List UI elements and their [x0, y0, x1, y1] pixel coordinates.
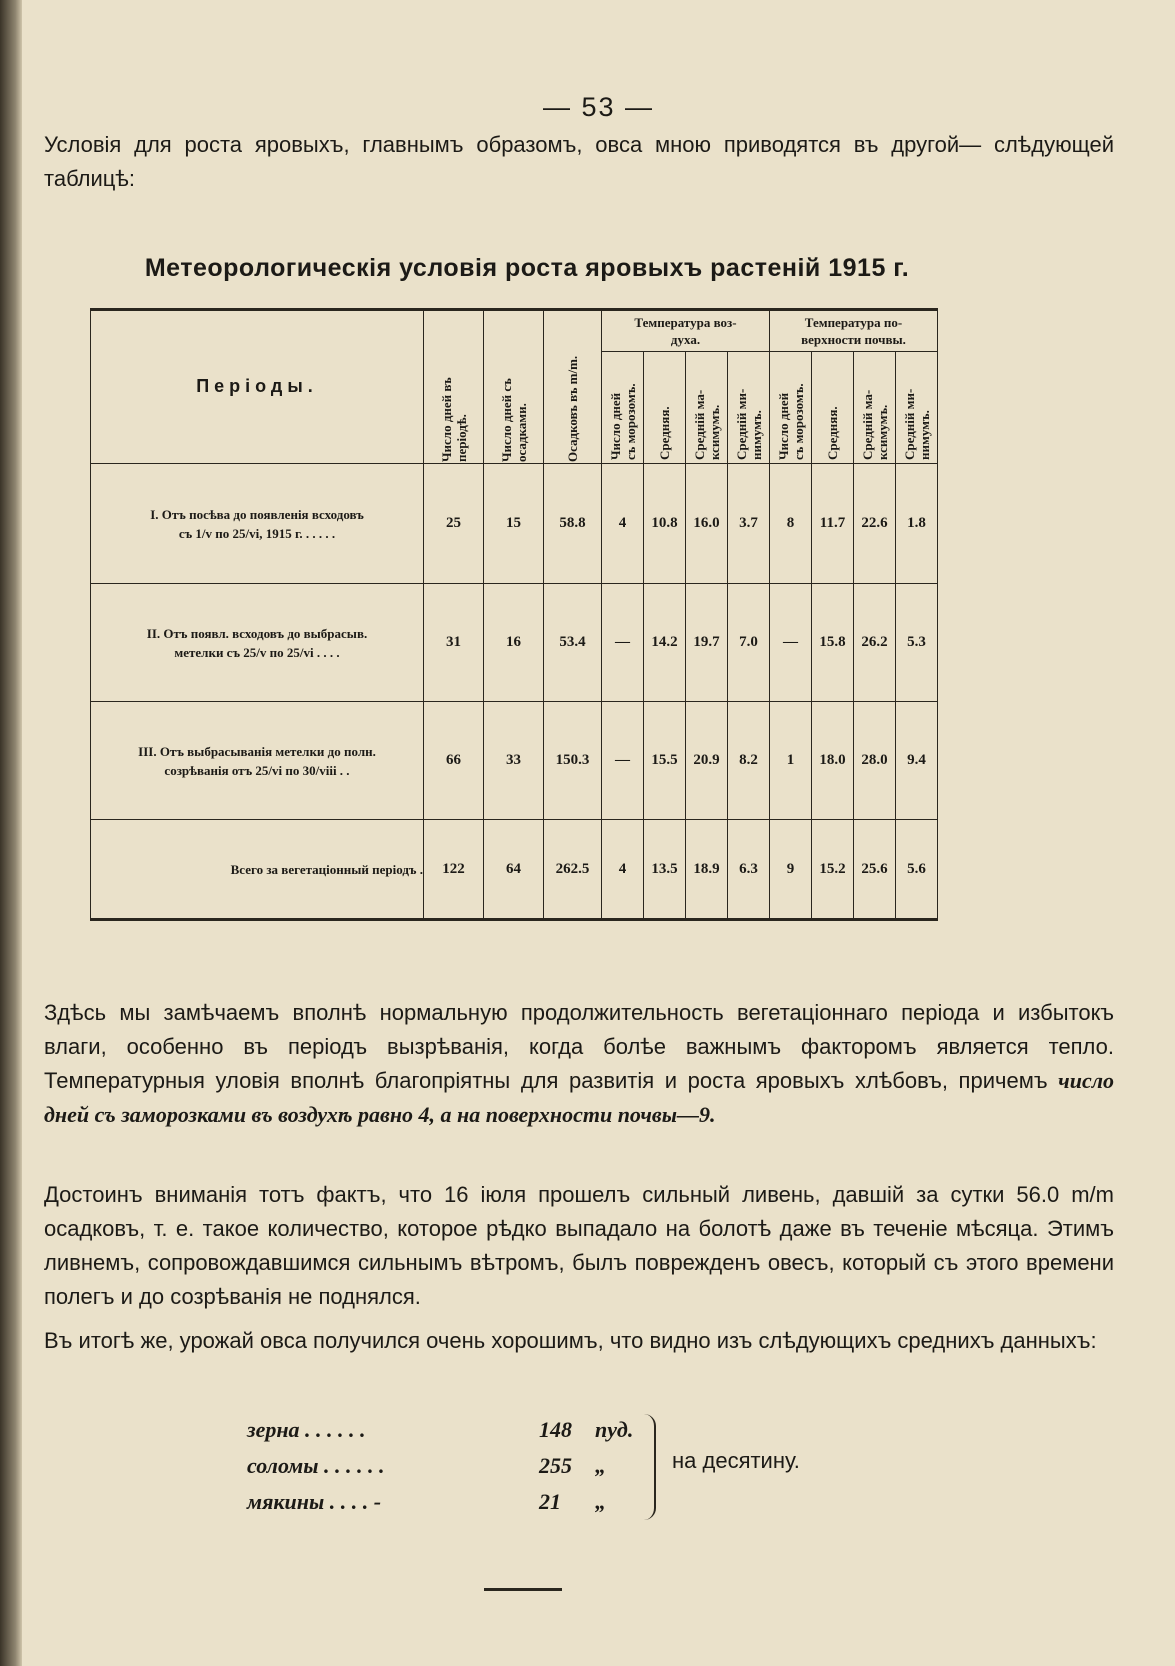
- yield-row: мякины . . . . - 21 „: [247, 1489, 606, 1514]
- cell-soil-min: 9.4: [896, 702, 938, 820]
- end-rule: [484, 1588, 562, 1591]
- cell-soil-max: 25.6: [854, 820, 896, 920]
- yield-row: соломы . . . . . . 255 „: [247, 1453, 606, 1478]
- cell-air-max: 16.0: [686, 464, 728, 584]
- cell-soil-mean: 11.7: [812, 464, 854, 584]
- page-number: — 53 —: [542, 92, 655, 122]
- cell-air-min: 8.2: [728, 702, 770, 820]
- cell-soil-frost: —: [770, 584, 812, 702]
- cell-soil-min: 5.3: [896, 584, 938, 702]
- cell-air-min: 7.0: [728, 584, 770, 702]
- periods-header-cell: [91, 310, 424, 464]
- cell-soil-mean: 18.0: [812, 702, 854, 820]
- cell-precip-days: 15: [484, 464, 544, 584]
- curly-brace: [640, 1414, 656, 1520]
- cell-soil-max: 28.0: [854, 702, 896, 820]
- cell-soil-min: 5.6: [896, 820, 938, 920]
- cell-soil-max: 26.2: [854, 584, 896, 702]
- cell-soil-mean: 15.8: [812, 584, 854, 702]
- air-temp-header: Температура воз- духа.: [602, 310, 770, 352]
- table-row-total: [91, 820, 938, 920]
- precip-header: Осадковъ въ m/m.: [565, 355, 580, 462]
- cell-air-mean: 10.8: [644, 464, 686, 584]
- soil-frost-header: Число дней съ морозомъ.: [770, 352, 812, 464]
- cell-precip: 262.5: [544, 820, 602, 920]
- table-row: [91, 464, 938, 584]
- cell-air-min: 3.7: [728, 464, 770, 584]
- table-caption: Метеорологическія условія роста яровыхъ растеній 1915 г.: [144, 254, 910, 282]
- cell-days: 31: [424, 584, 484, 702]
- cell-precip: 58.8: [544, 464, 602, 584]
- cell-air-mean: 14.2: [644, 584, 686, 702]
- cell-soil-mean: 15.2: [812, 820, 854, 920]
- cell-precip-days: 64: [484, 820, 544, 920]
- analysis-emphasis: число дней съ заморозками въ воздухѣ равно 4, а на поверхности почвы—9.: [44, 1068, 1114, 1127]
- row-label: II. Отъ появл. всходовъ до выбрасыв. метелки съ 25/v по 25/vi . . . .: [91, 584, 424, 702]
- book-spine-shadow: [0, 0, 22, 1666]
- periods-header: Періоды.: [196, 376, 318, 396]
- cell-air-max: 18.9: [686, 820, 728, 920]
- cell-air-frost: —: [602, 584, 644, 702]
- meteo-table: [90, 308, 938, 921]
- cell-precip: 150.3: [544, 702, 602, 820]
- cell-air-frost: 4: [602, 464, 644, 584]
- yield-intro-paragraph: Въ итогѣ же, урожай овса получился очень хорошимъ, что видно изъ слѣдующихъ среднихъ данныхъ:: [44, 1328, 1097, 1353]
- soil-mean-header: Средняя.: [812, 352, 854, 464]
- cell-air-min: 6.3: [728, 820, 770, 920]
- precip-days-header-cell: [484, 310, 544, 464]
- days-header: Число дней въ періодѣ.: [438, 377, 469, 462]
- air-min-header: Средній ми- нимумъ.: [728, 352, 770, 464]
- cell-air-mean: 15.5: [644, 702, 686, 820]
- cell-days: 122: [424, 820, 484, 920]
- cell-air-max: 20.9: [686, 702, 728, 820]
- yield-list: [247, 1412, 667, 1520]
- cell-soil-max: 22.6: [854, 464, 896, 584]
- row-label: Всего за вегетаціонный періодъ .: [91, 820, 424, 920]
- cell-soil-frost: 1: [770, 702, 812, 820]
- table-row: [91, 584, 938, 702]
- soil-max-header: Средній ма- ксимумъ.: [854, 352, 896, 464]
- table-row: [91, 702, 938, 820]
- cell-air-mean: 13.5: [644, 820, 686, 920]
- cell-soil-min: 1.8: [896, 464, 938, 584]
- soil-min-header: Средній ми- нимумъ.: [896, 352, 938, 464]
- cell-air-max: 19.7: [686, 584, 728, 702]
- cell-air-frost: —: [602, 702, 644, 820]
- downpour-paragraph: Достоинъ вниманія тотъ фактъ, что 16 іюля прошелъ сильный ливень, давшій за сутки 56.0 m/m осадковъ, т. е. такое количество, которое рѣдко выпадало на болотѣ даже въ теченіе мѣсяца. Этимъ ливнемъ, сопровождавшимся сильнымъ вѣтромъ, былъ поврежденъ овесъ, который съ этого времени полегъ и до созрѣванія не поднялся.: [44, 1182, 1114, 1309]
- days-header-cell: [424, 310, 484, 464]
- cell-air-frost: 4: [602, 820, 644, 920]
- cell-soil-frost: 9: [770, 820, 812, 920]
- row-label: I. Отъ посѣва до появленія всходовъ съ 1/v по 25/vi, 1915 г. . . . . .: [91, 464, 424, 584]
- row-label: III. Отъ выбрасыванія метелки до полн. созрѣванія отъ 25/vi по 30/viii . .: [91, 702, 424, 820]
- air-mean-header: Средняя.: [644, 352, 686, 464]
- cell-days: 66: [424, 702, 484, 820]
- cell-days: 25: [424, 464, 484, 584]
- precip-days-header: Число дней съ осадками.: [498, 378, 529, 462]
- cell-precip-days: 33: [484, 702, 544, 820]
- air-max-header: Средній ма- ксимумъ.: [686, 352, 728, 464]
- intro-paragraph: Условія для роста яровыхъ, главнымъ образомъ, овса мною приводятся въ другой— слѣдующей таблицѣ:: [44, 132, 1114, 191]
- air-frost-header: Число дней съ морозомъ.: [602, 352, 644, 464]
- cell-precip-days: 16: [484, 584, 544, 702]
- analysis-paragraph: Здѣсь мы замѣчаемъ вполнѣ нормальную продолжительность вегетаціоннаго періода и избытокъ влаги, особенно въ періодъ вызрѣванія, когда болѣе важнымъ факторомъ является тепло. Температурныя уловія вполнѣ благопріятны для развитія и роста яровыхъ хлѣбовъ, причемъ число дней съ заморозками въ воздухѣ равно 4, а на поверхности почвы—9.: [44, 1000, 1114, 1127]
- book-page: [22, 0, 1175, 1666]
- soil-temp-header: Температура по- верхности почвы.: [770, 310, 938, 352]
- precip-header-cell: [544, 310, 602, 464]
- cell-soil-frost: 8: [770, 464, 812, 584]
- yield-row: зерна . . . . . . 148 пуд.: [247, 1417, 634, 1442]
- cell-precip: 53.4: [544, 584, 602, 702]
- per-desyatina-label: на десятину.: [672, 1448, 800, 1473]
